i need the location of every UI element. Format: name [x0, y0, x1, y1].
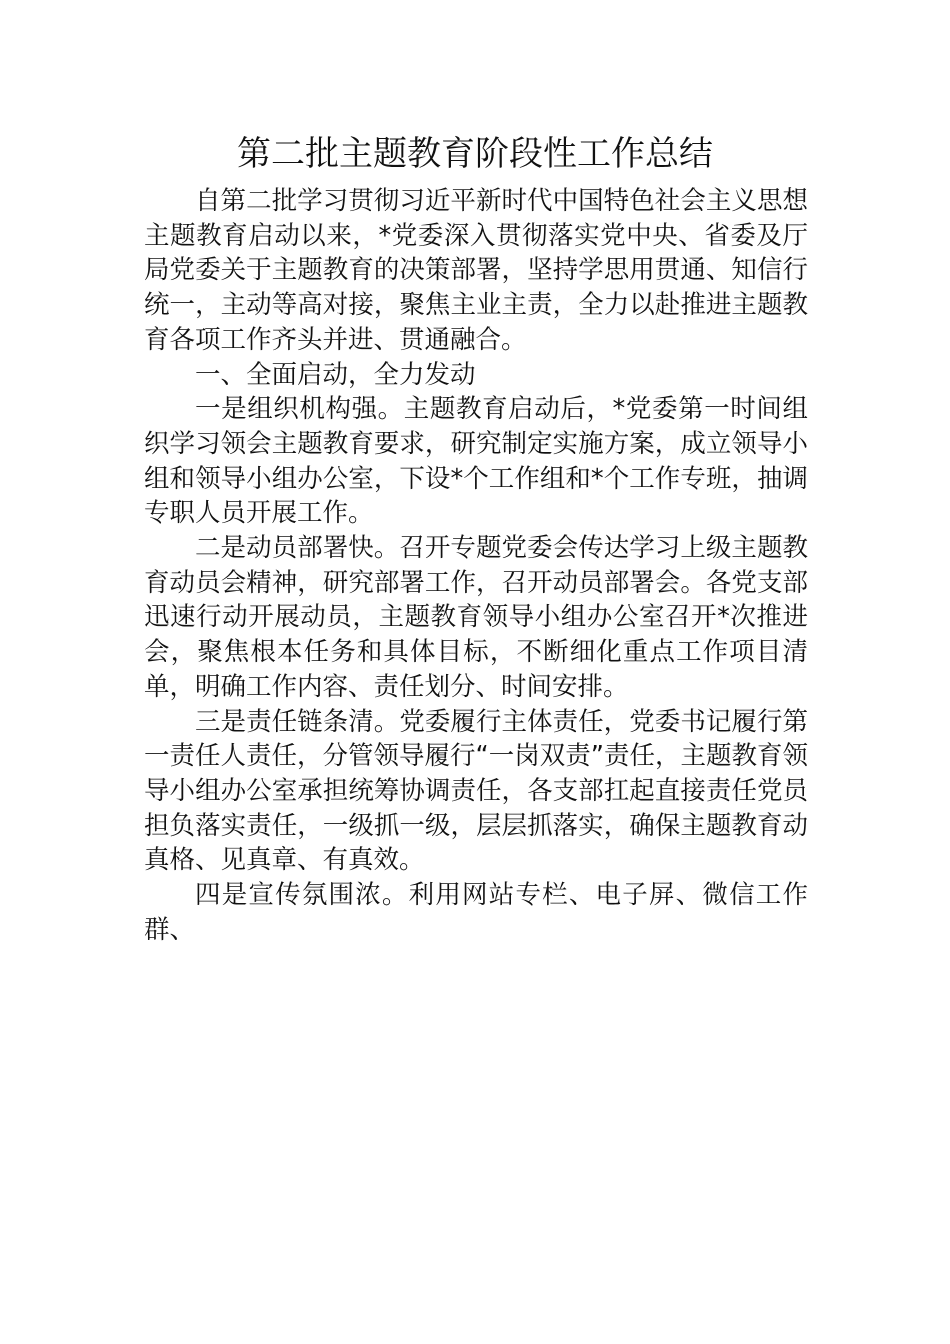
- paragraph-intro: 自第二批学习贯彻习近平新时代中国特色社会主义思想主题教育启动以来，*党委深入贯彻落实党中央、省委及厅局党委关于主题教育的决策部署，坚持学思用贯通、知信行统一，主动等高对接，聚焦主业主责，全力以赴推进主题教育各项工作齐头并进、贯通融合。: [144, 186, 808, 355]
- paragraph-publicity: 四是宣传氛围浓。利用网站专栏、电子屏、微信工作群、: [144, 880, 808, 945]
- paragraph-organization: 一是组织机构强。主题教育启动后，*党委第一时间组织学习领会主题教育要求，研究制定实施方案，成立领导小组和领导小组办公室，下设*个工作组和*个工作专班，抽调专职人员开展工作。: [144, 394, 808, 529]
- paragraph-responsibility: 三是责任链条清。党委履行主体责任，党委书记履行第一责任人责任，分管领导履行“一岗双责”责任，主题教育领导小组办公室承担统筹协调责任，各支部扛起直接责任党员担负落实责任，一级抓一级，层层抓落实，确保主题教育动真格、见真章、有真效。: [144, 706, 808, 876]
- paragraph-mobilization: 二是动员部署快。召开专题党委会传达学习上级主题教育动员会精神，研究部署工作，召开动员部署会。各党支部迅速行动开展动员，主题教育领导小组办公室召开*次推进会，聚焦根本任务和具体目标，不断细化重点工作项目清单，明确工作内容、责任划分、时间安排。: [144, 533, 808, 702]
- document-title: 第二批主题教育阶段性工作总结: [237, 134, 713, 174]
- document-body: [144, 184, 808, 947]
- section-heading-1: 一、全面启动，全力发动: [195, 359, 476, 390]
